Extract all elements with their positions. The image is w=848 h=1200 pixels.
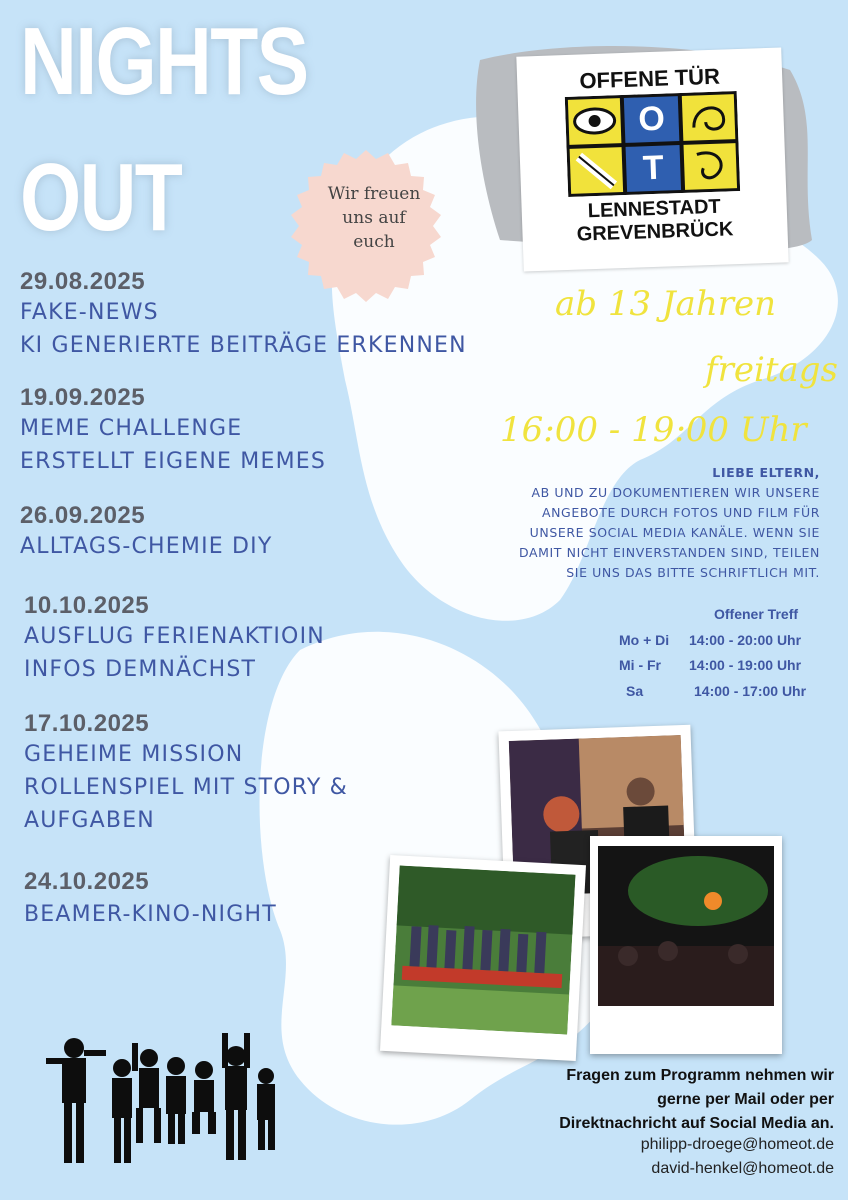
event-date: 26.09.2025 — [20, 502, 146, 529]
contact-line: Fragen zum Programm nehmen wir — [566, 1067, 834, 1084]
event-title: MEME CHALLENGE — [20, 416, 243, 441]
event-title: ALLTAGS-CHEMIE DIY — [20, 534, 273, 559]
jumping-kids-silhouette — [44, 1028, 284, 1173]
logo-district: GREVENBRÜCK — [576, 218, 734, 246]
title-nights: NIGHTS — [20, 8, 308, 115]
event-date: 17.10.2025 — [24, 710, 150, 737]
event-title: FAKE-NEWS — [20, 300, 159, 325]
opening-days: Sa — [626, 683, 644, 699]
opening-time: 14:00 - 19:00 Uhr — [689, 657, 802, 673]
event-subtitle: KI GENERIERTE BEITRÄGE ERKENNEN — [20, 333, 467, 358]
parents-notice — [460, 463, 820, 583]
contact-text — [470, 1064, 834, 1136]
event-subtitle-2: AUFGABEN — [24, 808, 155, 833]
event-date: 19.09.2025 — [20, 384, 146, 411]
event-title: AUSFLUG FERIENAKTIOIN — [24, 624, 325, 649]
title-out: OUT — [20, 144, 182, 251]
event-4 — [24, 592, 325, 682]
event-1 — [20, 268, 467, 358]
opening-time: 14:00 - 20:00 Uhr — [689, 632, 802, 648]
event-subtitle: ROLLENSPIEL MIT STORY & — [24, 775, 349, 800]
parents-heading: LIEBE ELTERN, — [712, 465, 820, 480]
event-subtitle: ERSTELLT EIGENE MEMES — [20, 449, 327, 474]
email-link-david[interactable]: david-henkel@homeot.de — [651, 1160, 834, 1177]
logo-letter-t: T — [642, 148, 665, 188]
logo — [516, 47, 788, 271]
photo-group-canoe — [391, 866, 575, 1035]
contact-line: Direktnachricht auf Social Media an. — [559, 1115, 834, 1132]
age-info: ab 13 Jahren — [555, 284, 776, 324]
event-date: 29.08.2025 — [20, 268, 146, 295]
event-subtitle: INFOS DEMNÄCHST — [24, 657, 257, 682]
event-6 — [24, 868, 277, 927]
event-2 — [20, 384, 326, 474]
event-title: BEAMER-KINO-NIGHT — [24, 902, 277, 927]
photo-party — [598, 846, 774, 1006]
logo-town: LENNESTADT — [587, 195, 722, 223]
badge-text: Wir freuen uns auf euch — [327, 184, 421, 252]
day-info: freitags — [705, 350, 838, 390]
parents-line: UNSERE SOCIAL MEDIA KANÄLE. WENN SIE — [529, 525, 820, 540]
event-date: 10.10.2025 — [24, 592, 150, 619]
opening-days: Mo + Di — [619, 632, 670, 648]
parents-line: AB UND ZU DOKUMENTIEREN WIR UNSERE — [531, 485, 820, 500]
parents-line: ANGEBOTE DURCH FOTOS UND FILM FÜR — [541, 505, 820, 520]
logo-letter-o: O — [637, 99, 666, 139]
opening-heading: Offener Treff — [714, 606, 799, 622]
contact-line: gerne per Mail oder per — [657, 1091, 834, 1108]
photo-polaroid-2 — [590, 836, 782, 1054]
logo-title: OFFENE TÜR — [578, 63, 721, 94]
event-5 — [24, 710, 348, 833]
event-3 — [20, 502, 273, 559]
logo-location — [521, 193, 787, 248]
opening-days: Mi - Fr — [619, 657, 661, 673]
event-date: 24.10.2025 — [24, 868, 150, 895]
photo-polaroid-3 — [380, 855, 586, 1061]
parents-line: DAMIT NICHT EINVERSTANDEN SIND, TEILEN — [518, 545, 820, 560]
email-link-philipp[interactable]: philipp-droege@homeot.de — [640, 1136, 834, 1153]
opening-time: 14:00 - 17:00 Uhr — [694, 683, 807, 699]
parents-line: SIE UNS DAS BITTE SCHRIFTLICH MIT. — [566, 565, 820, 580]
event-title: GEHEIME MISSION — [24, 742, 244, 767]
time-info: 16:00 - 19:00 Uhr — [500, 410, 807, 450]
